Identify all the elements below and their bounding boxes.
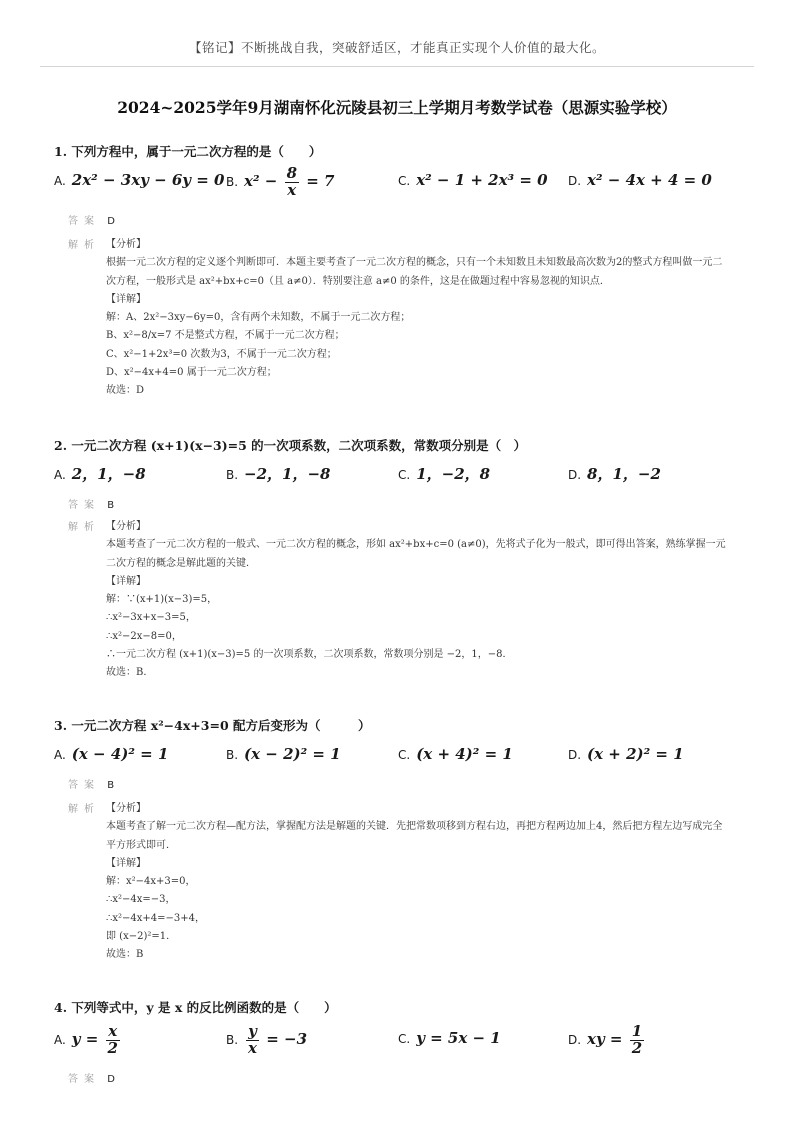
option-letter: A. [54, 174, 66, 188]
fraction [106, 1024, 120, 1057]
question-stem: 4. 下列等式中，y 是 x 的反比例函数的是（ ） [54, 1000, 337, 1015]
analysis-label: 解析 [68, 804, 100, 815]
option-b [226, 460, 330, 489]
answer-label: 答案 [68, 216, 100, 227]
fraction [246, 1024, 259, 1057]
option-a [54, 740, 168, 769]
solution-line: 即 (x−2)²=1． [106, 931, 177, 943]
analysis-label: 解析 [68, 240, 100, 251]
answer-value: B [107, 500, 115, 511]
answer-label: 答案 [68, 1074, 100, 1085]
fraction-numerator: 1 [631, 1022, 643, 1040]
solution-line: ∴x²−4x+4=−3+4， [106, 912, 205, 924]
fraction [285, 166, 299, 199]
fraction-numerator: y [246, 1024, 259, 1041]
option-c [398, 1024, 501, 1053]
solution-line: ∴一元二次方程 (x+1)(x−3)=5 的一次项系数，二次项系数，常数项分别是 −2，1，−8． [106, 649, 513, 661]
option-letter: A. [54, 748, 66, 762]
option-letter: D. [568, 748, 582, 762]
motto: 【铭记】不断挑战自我，突破舒适区，才能真正实现个人价值的最大化。 [188, 40, 605, 55]
option-c [398, 166, 548, 195]
fraction-denominator: 2 [107, 1038, 118, 1057]
analysis-heading: 【分析】 [106, 803, 146, 814]
fraction-numerator: 8 [286, 164, 297, 182]
fraction-denominator: 2 [631, 1038, 643, 1057]
option-letter: D. [568, 174, 582, 188]
options [54, 166, 754, 198]
option-math: (x + 4)² = 1 [416, 745, 513, 763]
options [54, 1022, 754, 1062]
answer-row [68, 496, 114, 511]
option-math: (x + 2)² = 1 [587, 745, 684, 763]
analysis-heading: 【分析】 [106, 521, 146, 532]
option-letter: B. [226, 748, 239, 762]
option-math: x² − 1 + 2x³ = 0 [416, 171, 548, 189]
solution-line: 解：∵(x+1)(x−3)=5， [106, 594, 218, 606]
solution-line: 故选：B [106, 949, 144, 961]
options [54, 460, 754, 492]
option-letter: C. [398, 468, 411, 482]
option-letter: C. [398, 748, 411, 762]
solution-line: ∴x²−4x=−3， [106, 894, 176, 906]
option-math: 8，1，−2 [587, 465, 661, 483]
option-letter: A. [54, 1032, 66, 1047]
answer-label: 答案 [68, 500, 100, 511]
option-math-post: = 7 [301, 171, 335, 190]
answer-row [68, 776, 114, 791]
option-letter: C. [398, 1032, 411, 1046]
solution-line: 解：x²−4x+3=0， [106, 876, 196, 888]
option-math: y = 5x − 1 [416, 1029, 501, 1047]
options [54, 740, 754, 772]
option-c [398, 740, 513, 769]
option-math: x² − 4x + 4 = 0 [587, 171, 712, 189]
option-b [226, 166, 334, 199]
solution-line: 故选：B． [106, 667, 154, 679]
option-a [54, 166, 224, 195]
question-1 [54, 142, 754, 198]
fraction [630, 1024, 644, 1057]
option-d [568, 166, 712, 195]
option-math-pre: xy = [587, 1029, 628, 1048]
analysis-paragraph: 本题考查了一元二次方程的一般式、一元二次方程的概念，形如 ax²+bx+c=0 (a≠0)，先将式子化为一般式，即可得出答案，熟练掌握一元二次方程的概念是解此题的关键． [106, 539, 726, 569]
option-math-pre: x² − [244, 171, 283, 190]
option-math-post: = −3 [260, 1029, 308, 1048]
solution-line: B、x²−8/x=7 不是整式方程，不属于一元二次方程； [106, 330, 345, 342]
option-d [568, 1024, 646, 1057]
header-divider [40, 66, 754, 67]
option-letter: C. [398, 174, 411, 188]
solution-line: 解：A、2x²−3xy−6y=0，含有两个未知数，不属于一元二次方程； [106, 312, 411, 324]
option-letter: B. [226, 1032, 239, 1047]
fraction-denominator: x [287, 180, 297, 199]
answer-label: 答案 [68, 780, 100, 791]
option-math: (x − 2)² = 1 [244, 745, 341, 763]
solution-line: C、x²−1+2x³=0 次数为3，不属于一元二次方程； [106, 348, 337, 360]
option-b [226, 740, 341, 769]
analysis-heading: 【分析】 [106, 239, 146, 250]
question-stem: 2. 一元二次方程 (x+1)(x−3)=5 的一次项系数，二次项系数，常数项分别是（ ） [54, 438, 527, 453]
option-letter: B. [226, 174, 239, 189]
fraction-denominator: x [248, 1038, 257, 1057]
answer-value: D [107, 216, 115, 227]
option-math: (x − 4)² = 1 [71, 745, 169, 763]
solution-line: D、x²−4x+4=0 属于一元二次方程； [106, 367, 277, 379]
option-d [568, 460, 661, 489]
question-2 [54, 436, 754, 492]
option-letter: D. [568, 1032, 582, 1047]
analysis-label: 解析 [68, 522, 100, 533]
analysis-paragraph: 根据一元二次方程的定义逐个判断即可．本题主要考查了一元二次方程的概念，只有一个未知数且未知数最高次数为2的整式方程叫做一元二次方程，一般形式是 ax²+bx+c=0（且 a≠0）．特别要注意 a≠0 的条件，这是在做题过程中容易忽视的知识点． [106, 257, 723, 287]
option-math: 2x² − 3xy − 6y = 0 [71, 171, 225, 189]
answer-row [68, 1070, 115, 1085]
answer-value: D [107, 1074, 115, 1085]
option-a [54, 1024, 122, 1057]
fraction-numerator: x [106, 1024, 120, 1041]
option-math: −2，1，−8 [244, 465, 331, 483]
solution-line: ∴x²−3x+x−3=5， [106, 612, 196, 624]
exam-title: 2024~2025学年9月湖南怀化沅陵县初三上学期月考数学试卷（思源实验学校） [117, 98, 677, 117]
option-math: 1，−2，8 [416, 465, 491, 483]
option-math: 2，1，−8 [71, 465, 146, 483]
analysis-paragraph: 本题考查了解一元二次方程—配方法，掌握配方法是解题的关键．先把常数项移到方程右边，再把方程两边加上4，然后把方程左边写成完全平方形式即可． [106, 821, 723, 851]
option-math-pre: y = [71, 1029, 104, 1048]
detail-heading: 【详解】 [106, 293, 146, 305]
question-3 [54, 716, 754, 772]
option-d [568, 740, 684, 769]
detail-heading: 【详解】 [106, 575, 146, 587]
solution-line: ∴x²−2x−8=0， [106, 630, 182, 642]
question-4 [54, 998, 754, 1062]
answer-value: B [107, 780, 115, 791]
option-letter: B. [226, 468, 239, 482]
solution-line: 故选：D [106, 385, 145, 397]
option-c [398, 460, 490, 489]
detail-heading: 【详解】 [106, 857, 146, 869]
question-stem: 3. 一元二次方程 x²−4x+3=0 配方后变形为（ ） [54, 718, 371, 733]
answer-row [68, 212, 115, 227]
option-letter: A. [54, 468, 66, 482]
option-letter: D. [568, 468, 582, 482]
question-stem: 1. 下列方程中，属于一元二次方程的是（ ） [54, 144, 322, 159]
option-b [226, 1024, 307, 1057]
option-a [54, 460, 146, 489]
